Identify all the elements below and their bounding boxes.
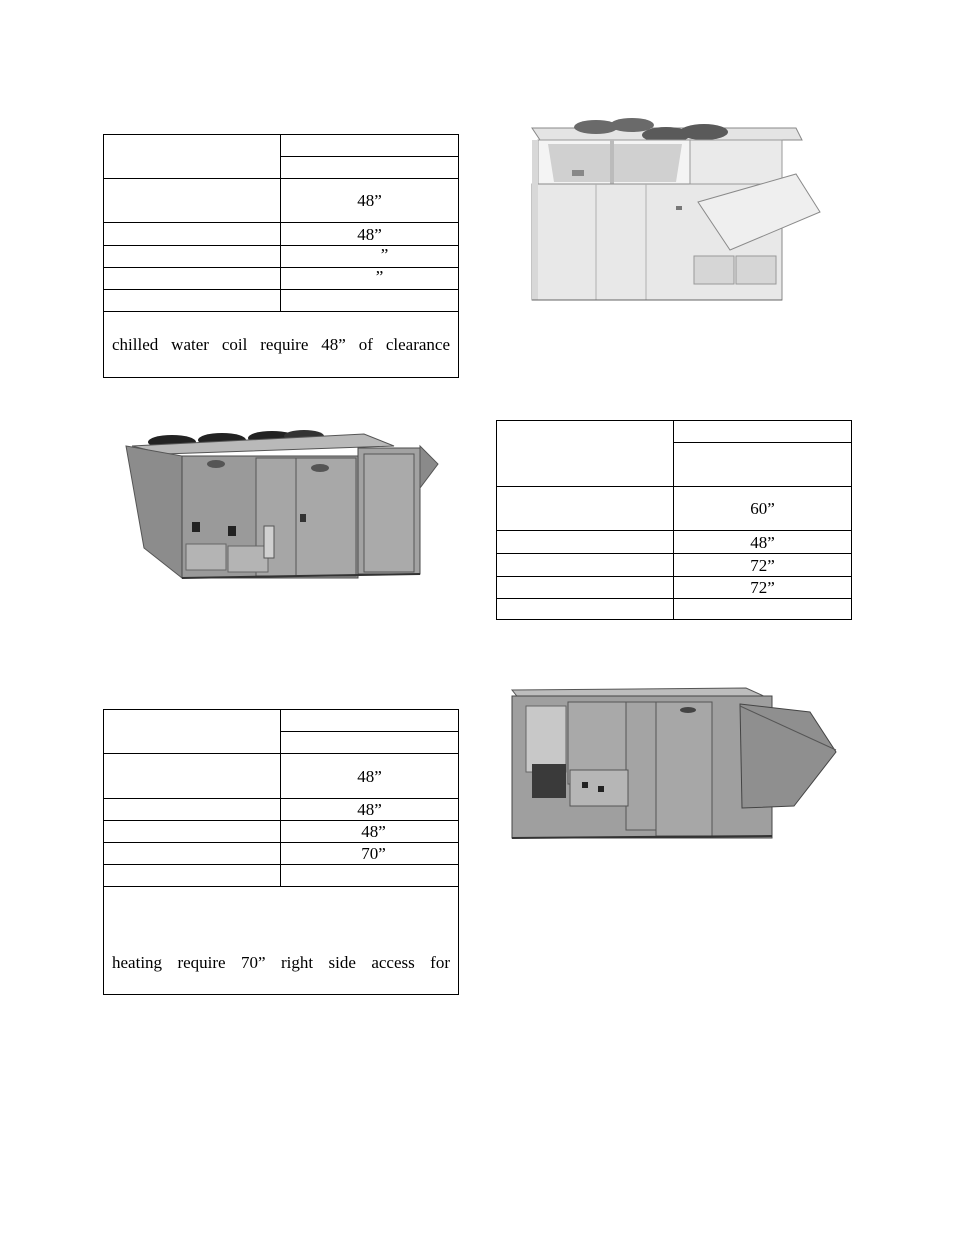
clearance-value: 48” <box>281 799 459 821</box>
table-cell <box>497 421 674 487</box>
clearance-value: 48” <box>281 821 459 843</box>
table-cell <box>497 554 674 577</box>
table-cell <box>104 754 281 799</box>
clearance-value: 48” <box>674 531 852 554</box>
clearance-table-bottom-left <box>103 709 459 995</box>
clearance-value: 60” <box>674 487 852 531</box>
table-cell <box>497 487 674 531</box>
table-cell <box>281 157 459 179</box>
table-cell <box>104 710 281 754</box>
table-note: heating require 70” right side access for <box>104 887 459 995</box>
table-cell <box>281 290 459 312</box>
table-cell <box>104 843 281 865</box>
table-cell <box>497 531 674 554</box>
clearance-value: 72” <box>674 554 852 577</box>
rooftop-unit-open-hood-photo <box>526 110 822 310</box>
table-cell <box>104 223 281 246</box>
rooftop-unit-dark-photo <box>124 430 440 586</box>
table-cell <box>497 599 674 620</box>
table-cell <box>281 732 459 754</box>
clearance-table-top-left <box>103 134 459 378</box>
clearance-table-right <box>496 420 852 620</box>
table-cell <box>281 865 459 887</box>
clearance-value: ” <box>281 246 459 268</box>
clearance-value: 48” <box>281 179 459 223</box>
table-cell <box>104 268 281 290</box>
table-note: chilled water coil require 48” of clearance <box>104 312 459 378</box>
table-cell <box>674 599 852 620</box>
table-cell <box>104 246 281 268</box>
clearance-value: 72” <box>674 577 852 599</box>
table-cell <box>104 179 281 223</box>
clearance-value: 48” <box>281 223 459 246</box>
table-cell <box>104 135 281 179</box>
clearance-value: 48” <box>281 754 459 799</box>
table-cell <box>674 443 852 487</box>
table-cell <box>281 710 459 732</box>
table-cell <box>104 821 281 843</box>
clearance-value: ” <box>281 268 459 290</box>
rooftop-unit-long-photo <box>510 686 840 846</box>
table-cell <box>281 135 459 157</box>
table-cell <box>104 799 281 821</box>
table-cell <box>104 290 281 312</box>
clearance-value: 70” <box>281 843 459 865</box>
table-cell <box>674 421 852 443</box>
table-cell <box>497 577 674 599</box>
table-cell <box>104 865 281 887</box>
